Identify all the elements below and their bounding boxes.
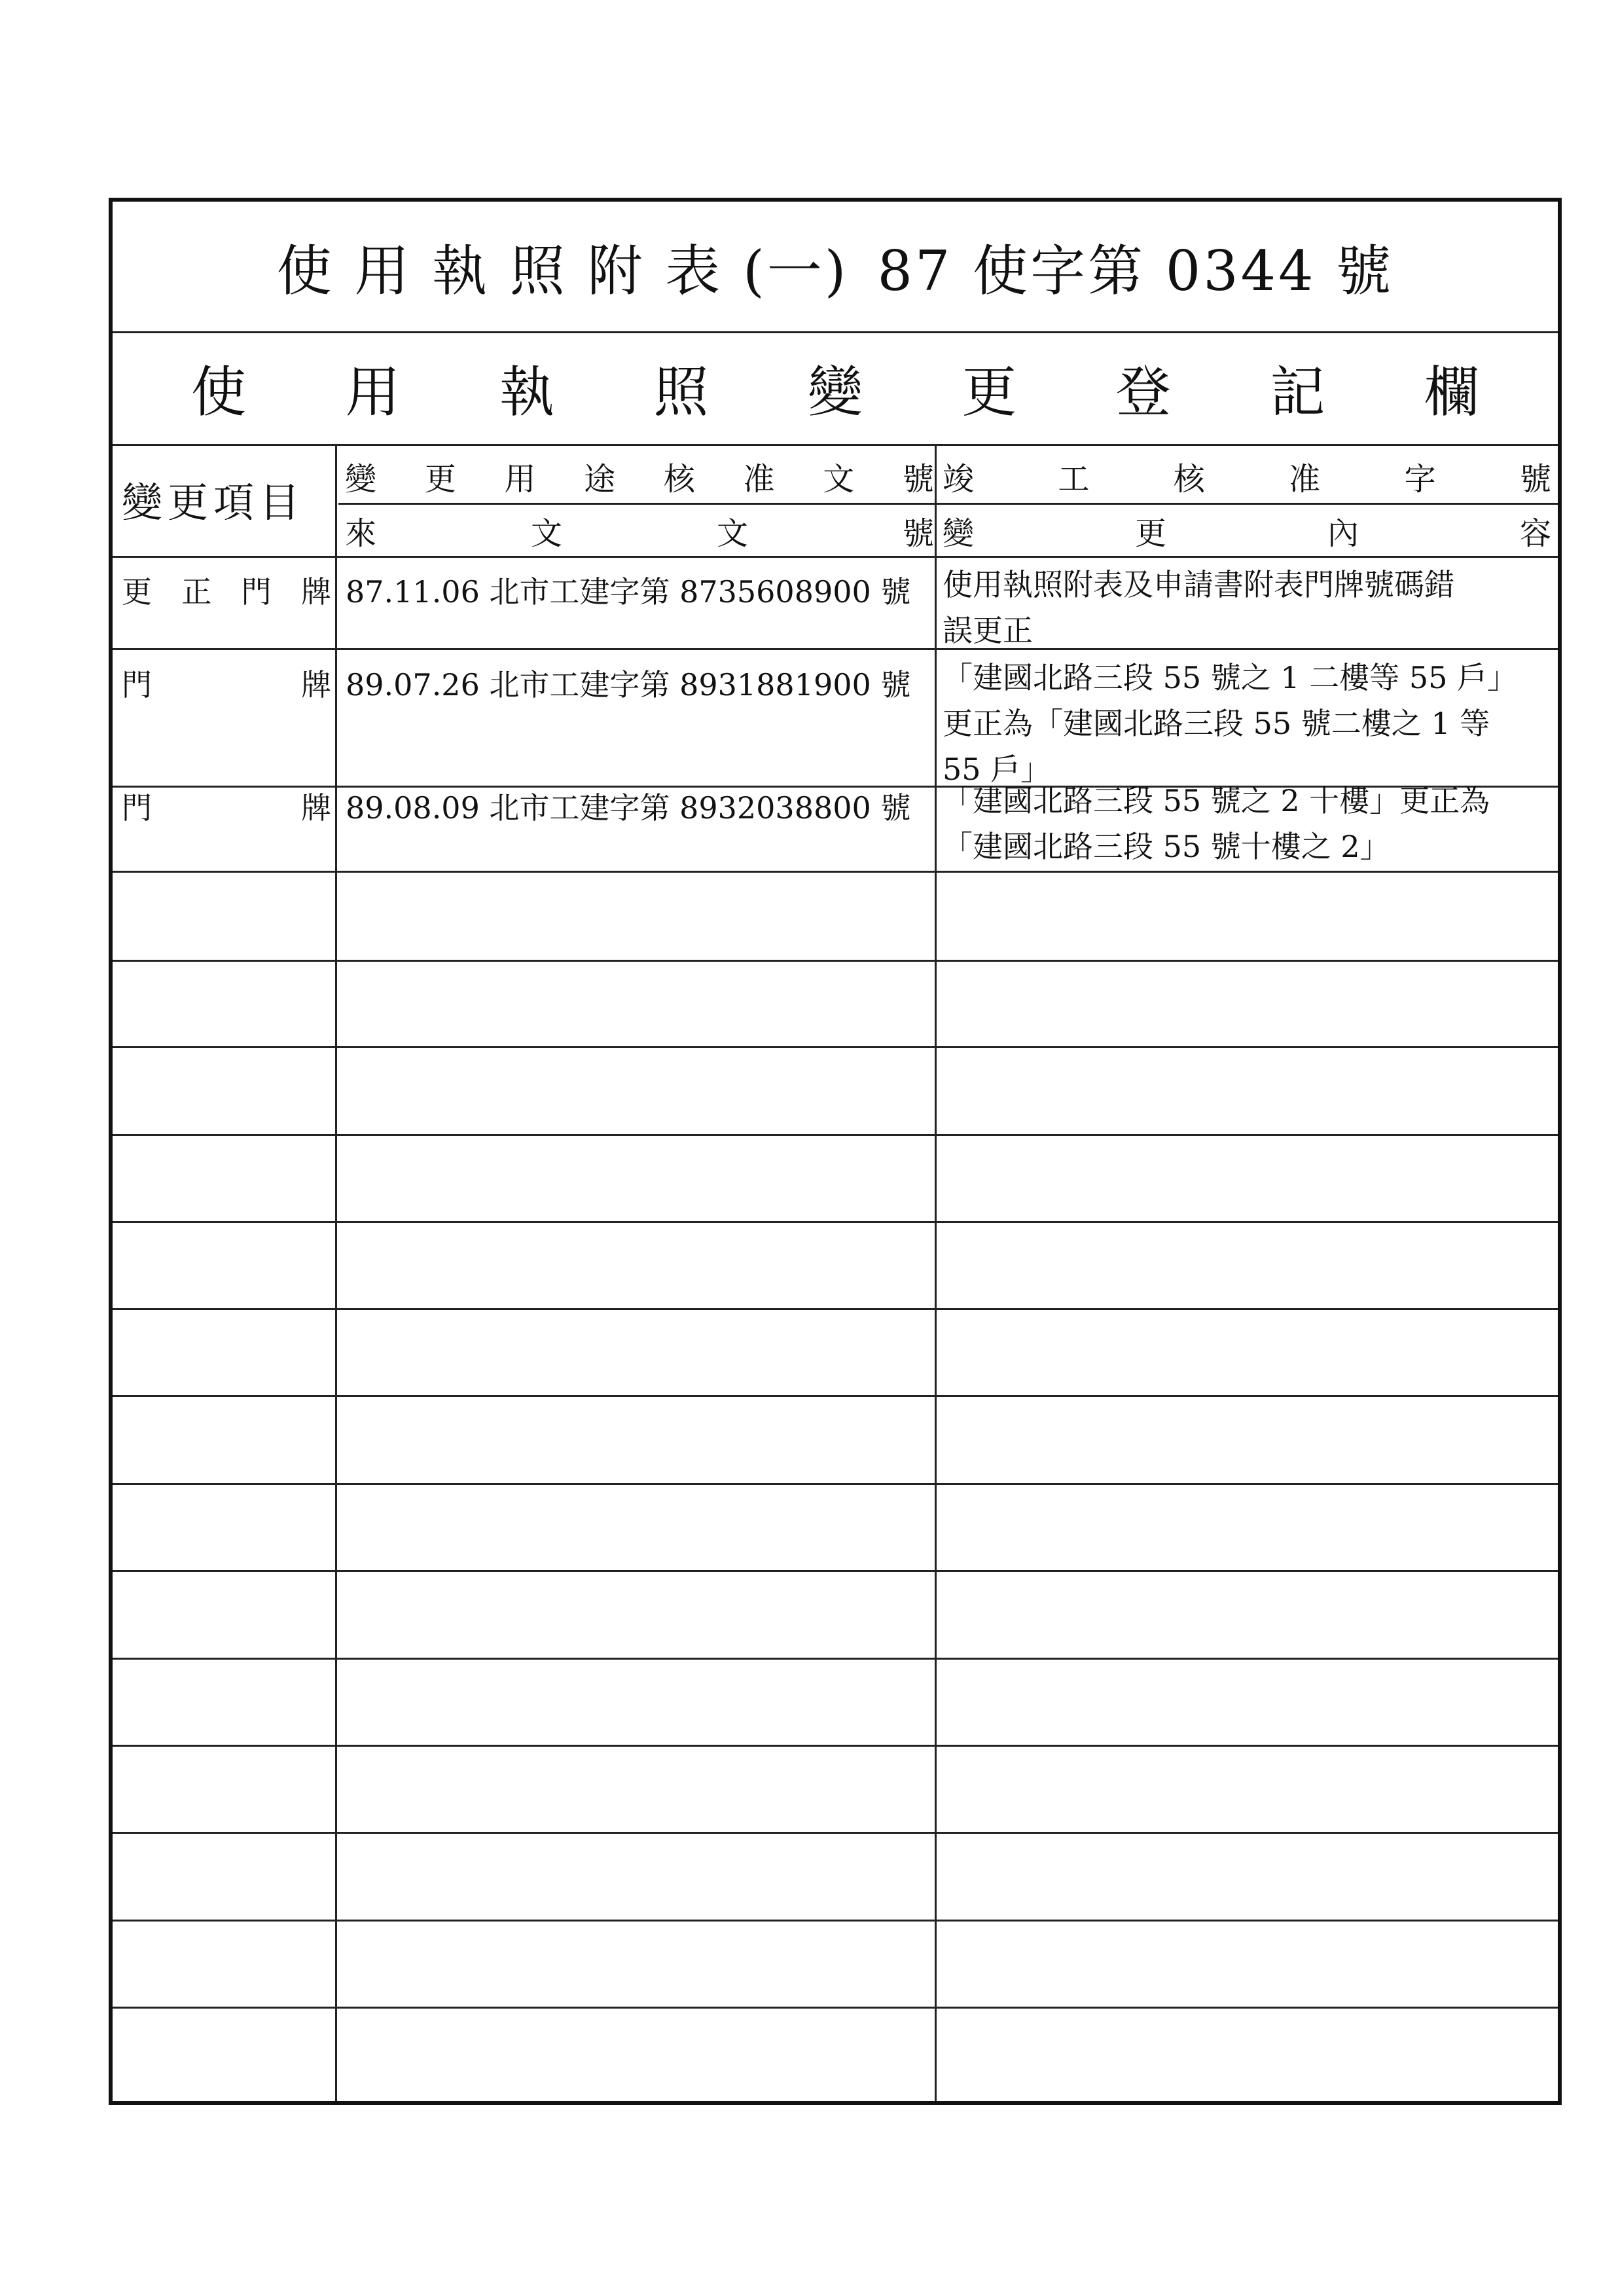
divider	[113, 871, 1558, 873]
divider	[113, 1483, 1558, 1485]
row-ref-number: 89.07.26 北市工建字第 8931881900 號	[346, 667, 911, 702]
divider	[113, 1832, 1558, 1834]
row-content-line: 更正為「建國北路三段 55 號二樓之 1 等	[943, 706, 1490, 741]
divider	[113, 1134, 1558, 1136]
row-item-char: 牌	[301, 667, 331, 702]
divider	[113, 1395, 1558, 1397]
title-name: 使 用 執 照 附 表 (一)	[276, 238, 849, 303]
form-subtitle	[191, 331, 1479, 444]
row-content	[943, 655, 1517, 792]
form-frame	[109, 198, 1562, 2105]
row-content-line: 誤更正	[943, 613, 1033, 648]
row-item-char: 更	[122, 574, 152, 610]
divider	[113, 1221, 1558, 1223]
header-char: 核	[1173, 461, 1205, 498]
header-char: 變	[345, 461, 377, 498]
row-content	[943, 778, 1490, 869]
header-char: 途	[584, 461, 616, 498]
header-char: 工	[1058, 461, 1090, 498]
divider	[113, 1308, 1558, 1310]
header-ref-top	[345, 454, 934, 499]
header-char: 准	[743, 461, 775, 498]
divider	[113, 1920, 1558, 1922]
column-divider	[335, 444, 337, 2101]
header-content-top	[943, 454, 1551, 499]
divider	[113, 556, 1558, 558]
divider	[113, 648, 1558, 650]
row-ref-number: 89.08.09 北市工建字第 8932038800 號	[346, 790, 911, 826]
row-item-char: 門	[122, 667, 152, 702]
form-title	[113, 202, 1558, 331]
subtitle-char: 更	[962, 359, 1017, 424]
column-divider	[935, 444, 937, 2101]
header-char: 字	[1404, 461, 1436, 498]
divider	[113, 2007, 1558, 2009]
divider	[338, 503, 1558, 505]
row-content-line: 「建國北路三段 55 號十樓之 2」	[943, 829, 1390, 864]
row-item-char: 牌	[300, 574, 331, 610]
header-char: 用	[504, 461, 536, 498]
row-item	[122, 784, 331, 828]
subtitle-char: 使	[191, 359, 247, 424]
header-char: 核	[663, 461, 695, 498]
row-content-line: 「建國北路三段 55 號之 2 十樓」更正為	[943, 783, 1490, 818]
row-item-char: 門	[122, 790, 152, 826]
subtitle-char: 用	[345, 359, 401, 424]
header-char: 內	[1327, 515, 1359, 552]
divider	[113, 960, 1558, 962]
row-item	[122, 661, 331, 704]
row-item-char: 正	[181, 574, 212, 610]
divider	[113, 1745, 1558, 1747]
header-content-bottom	[943, 508, 1551, 553]
header-ref-bottom	[345, 508, 934, 553]
divider	[113, 1570, 1558, 1572]
subtitle-char: 欄	[1424, 359, 1479, 424]
subtitle-char: 執	[499, 359, 554, 424]
header-char: 號	[902, 461, 934, 498]
row-ref-number: 87.11.06 北市工建字第 8735608900 號	[346, 574, 911, 610]
header-char: 文	[530, 515, 562, 552]
subtitle-char: 照	[653, 359, 709, 424]
header-char: 來	[345, 515, 377, 552]
subtitle-char: 登	[1115, 359, 1171, 424]
title-permit-number: 87 使字第 0344 號	[877, 238, 1394, 303]
header-char: 文	[716, 515, 748, 552]
subtitle-char: 記	[1270, 359, 1325, 424]
row-item-char: 門	[241, 574, 272, 610]
row-item	[122, 568, 331, 611]
header-char: 號	[1519, 461, 1551, 498]
row-content	[943, 562, 1454, 653]
header-char: 容	[1519, 515, 1551, 552]
header-char: 變	[943, 515, 975, 552]
row-content-line: 55 戶」	[943, 752, 1051, 787]
header-char: 號	[902, 515, 934, 552]
divider	[113, 444, 1558, 446]
row-item-char: 牌	[301, 790, 331, 826]
row-content-line: 使用執照附表及申請書附表門牌號碼錯	[943, 567, 1454, 602]
subtitle-char: 變	[807, 359, 863, 424]
header-char: 竣	[943, 461, 975, 498]
divider	[113, 1658, 1558, 1660]
header-change-item: 變更項目	[122, 479, 306, 526]
header-char: 文	[823, 461, 855, 498]
divider	[113, 1046, 1558, 1048]
row-content-line: 「建國北路三段 55 號之 1 二樓等 55 戶」	[943, 660, 1518, 695]
header-char: 更	[1134, 515, 1166, 552]
header-char: 更	[424, 461, 456, 498]
header-char: 准	[1289, 461, 1321, 498]
